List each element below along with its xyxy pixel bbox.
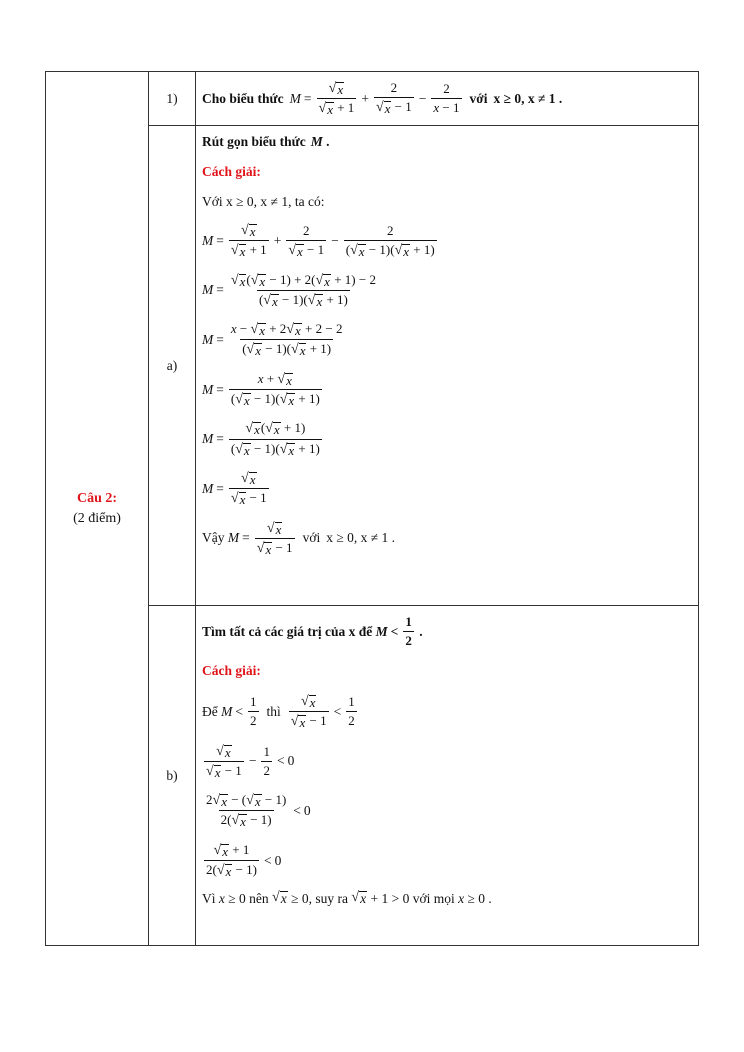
question-cell — [46, 72, 149, 946]
step-b1-prefix: Để — [202, 703, 218, 719]
part1-number: 1) — [149, 72, 196, 126]
expression-M: M = √ x √ x + 1 + 2 √ x − 1 − $\frac{2}{x - 1}$ — [289, 80, 460, 117]
b5-text-4: với mọi — [412, 891, 455, 907]
part-a-solution-heading: Cách giải: — [202, 164, 261, 179]
step-a6: M = √ x √ x − 1 — [202, 470, 267, 508]
step-a5: M = √ x ( √ x + 1) ( √ x − 1)( √ x + 1) — [202, 420, 320, 458]
part1-with: với — [469, 90, 488, 106]
step-b1-mid: thì — [266, 703, 281, 719]
part-a-intro-suffix: , ta có: — [288, 194, 325, 209]
b5-text-3: , suy ra — [308, 891, 349, 907]
part-b-task: Tìm tất cả các giá trị của x để M < $\frac{1}{2}$ . — [202, 614, 423, 648]
step-a4: M = x + √ x ( √ x − 1)( √ x + 1) — [202, 370, 320, 409]
part-a-conclusion: Vậy M = √ x √ x − 1 với x ≥ 0, x ≠ 1 . — [202, 520, 396, 557]
step-a3: M = x − √ x + 2 √ x + 2 − 2 ( √ x − 1)( √ x + 1) — [202, 321, 343, 359]
part-a-task: Rút gọn biểu thức — [202, 134, 306, 149]
step-b2: √ x √ x − 1 − $\frac{1}{2}$ < 0 — [206, 743, 295, 780]
part-a-label: a) — [149, 126, 196, 606]
solution-table — [45, 71, 699, 946]
step-b4: √ x + 1 2( √ x − 1) < 0 — [206, 841, 282, 880]
step-a1: M = √ x √ x + 1 + 2 √ x − 1 − 2 ( √ x − 1)( √ x + 1) — [202, 222, 435, 260]
step-a2: M = √ x ( √ x − 1) + 2( √ x + 1) − 2 ( √ x − 1)( √ x + 1) — [202, 271, 376, 309]
step-b5: Vì x ≥ 0 nên √ x ≥ 0 , suy ra √ x + 1 > 0 với mọi x ≥ 0 . — [202, 890, 492, 907]
conclusion-prefix: Vậy — [202, 530, 225, 546]
part-a-intro: Với — [202, 194, 223, 209]
step-b3: 2 √ x − ( √ x − 1) 2( √ x − 1) < 0 — [206, 792, 311, 830]
part-b-content — [196, 606, 699, 946]
part1-label: Cho biểu thức — [202, 90, 284, 106]
b5-text-2: nên — [249, 891, 269, 907]
part-b-solution-heading: Cách giải: — [202, 663, 261, 678]
part-a-intro-condition: x ≥ 0, x ≠ 1 — [226, 194, 289, 209]
part1-condition: x ≥ 0, x ≠ 1 . — [493, 90, 563, 106]
step-b1: Để M < $\frac{1}{2}$ thì √ x √ x − 1 < $\frac{1}{2}$ — [202, 694, 355, 731]
question-title: Câu 2: — [76, 490, 118, 506]
b5-text-1: Vì — [202, 891, 216, 907]
part1-content — [196, 72, 699, 126]
conclusion-condition: x ≥ 0, x ≠ 1 . — [326, 530, 396, 546]
part-b-label: b) — [149, 606, 196, 946]
conclusion-with: với — [302, 530, 321, 546]
part-b-task-text: Tìm tất cả các giá trị của x để — [202, 623, 373, 639]
part-a-content: Rút gọn biểu thức M . Cách giải: Với x ≥ 0, x ≠ 1 , ta có: M = √ x √ x + 1 + 2 √ x − 1 − 2 ( √ x − 1)( √ x + 1) M = √ x ( √ x − 1) + 2( √ x + 1) − 2 ( √ x − 1)( √ x + 1) M = x − √ x + 2 √ x + 2 − 2 ( √ x − 1)( √ x + 1) M = x + √ x ( √ x − 1)( √ x + 1) M = √ x ( √ x + 1) ( √ x − 1)( √ x + 1) M = √ x √ x − 1 Vậy M = √ x √ x − 1 với x ≥ 0, x ≠ 1 . — [196, 126, 699, 606]
question-points: (2 điểm) — [73, 510, 121, 526]
